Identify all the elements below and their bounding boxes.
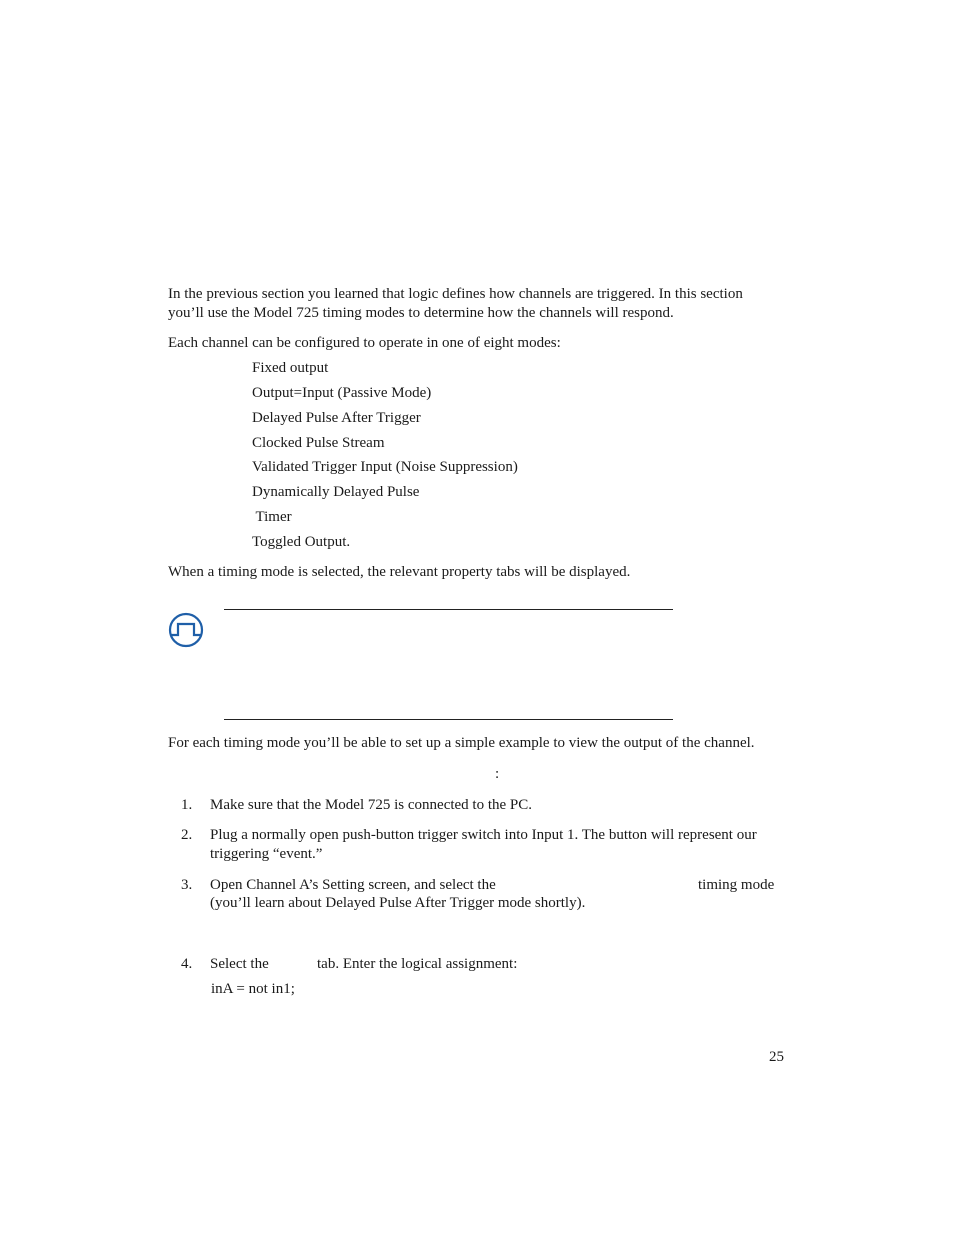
step-text	[210, 826, 790, 864]
mode-item: Timer	[252, 509, 292, 525]
intro-line-2: you’ll use the Model 725 timing modes to determine how the channels will respond.	[168, 305, 674, 321]
intro-line-1: In the previous section you learned that logic defines how channels are triggered. In this section	[168, 286, 743, 302]
step-text: Select the	[210, 956, 269, 972]
step-text: (you’ll learn about Delayed Pulse After Trigger mode shortly).	[210, 895, 586, 911]
step-line: triggering “event.”	[210, 846, 323, 862]
page-number: 25	[769, 1049, 784, 1065]
mode-item: Fixed output	[252, 360, 329, 376]
modes-intro: Each channel can be configured to operate in one of eight modes:	[168, 335, 561, 351]
step-text: Make sure that the Model 725 is connected to the PC.	[210, 797, 533, 813]
mode-item: Clocked Pulse Stream	[252, 435, 385, 451]
mode-item: Toggled Output.	[252, 534, 351, 550]
pulse-waveform-icon	[168, 612, 204, 648]
note-bottom-rule	[224, 719, 673, 720]
example-intro: For each timing mode you’ll be able to set up a simple example to view the output of the channel.	[168, 735, 755, 751]
tabs-note: When a timing mode is selected, the relevant property tabs will be displayed.	[168, 564, 631, 580]
step-number: 1.	[181, 797, 193, 813]
note-top-rule	[224, 609, 673, 610]
colon-mark: :	[495, 766, 500, 782]
step-text: timing mode	[698, 877, 775, 893]
step-text: Open Channel A’s Setting screen, and select the	[210, 877, 496, 893]
mode-item: Validated Trigger Input (Noise Suppression)	[252, 459, 518, 475]
mode-item: Output=Input (Passive Mode)	[252, 385, 432, 401]
step-number: 2.	[181, 827, 193, 843]
step-text: tab. Enter the logical assignment:	[317, 956, 518, 972]
step-number: 4.	[181, 956, 193, 972]
code-line: inA = not in1;	[211, 981, 295, 997]
mode-item: Delayed Pulse After Trigger	[252, 410, 421, 426]
step-line: Plug a normally open push-button trigger switch into Input 1. The button will represent our	[210, 827, 757, 843]
step-number: 3.	[181, 877, 193, 893]
mode-item: Dynamically Delayed Pulse	[252, 484, 420, 500]
intro-paragraph	[168, 285, 788, 323]
